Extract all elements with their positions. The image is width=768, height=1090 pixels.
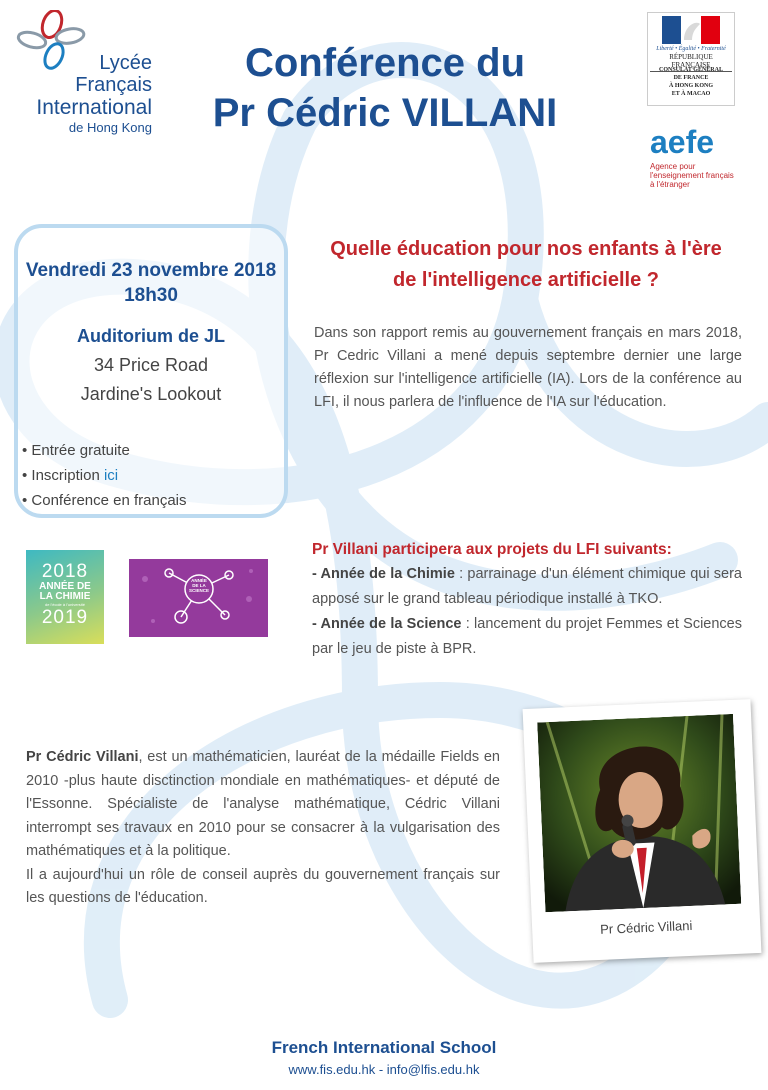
chimie-title: ANNÉE DE [39, 581, 91, 592]
chimie-title: LA CHIMIE [39, 591, 91, 602]
annee-chimie-badge [26, 550, 104, 644]
project-description: : lancement du projet Femmes et Sciences par le jeu de piste à BPR. [312, 616, 742, 657]
intro-paragraph: Dans son rapport remis au gouvernement français en mars 2018, Pr Cedric Villani a mené depuis septembre dernier une large réflexion sur l'intelligence artificielle (IA). Lors de la conférence au LFI, il nous parlera de l'influence de l'IA sur l'éducation. [314, 325, 742, 410]
logo-line: de Hong Kong [68, 120, 152, 135]
footer-contact: www.fis.edu.hk - info@lfis.edu.hk [288, 1062, 480, 1077]
aefe-sub-line: Agence pour [650, 162, 696, 171]
title-line: Pr Cédric VILLANI [212, 91, 558, 135]
event-time: 18h30 [124, 285, 178, 306]
marianne-consulat-logo [647, 12, 735, 106]
event-bullets [22, 438, 187, 513]
logo-line: Lycée [99, 52, 152, 74]
project-name: - Année de la Chimie [312, 566, 455, 582]
portrait-illustration [537, 714, 741, 912]
aefe-sub-line: à l'étranger [650, 180, 690, 189]
consulat-line: CONSULAT GÉNÉRAL [659, 67, 723, 73]
french-flag-icon [662, 16, 720, 44]
science-network-icon [129, 559, 268, 637]
question-line: de l'intelligence artificielle ? [393, 269, 659, 291]
project-description: : parrainage d'un élément chimique qui sera apposé sur le grand tableau périodique installé à TKO. [312, 566, 742, 607]
science-title-line: ANNÉE [191, 578, 207, 583]
speaker-portrait [537, 714, 741, 912]
bio-paragraph [26, 746, 500, 864]
event-date: Vendredi 23 novembre 2018 [25, 260, 277, 281]
consulat-label [650, 66, 732, 98]
bullet-registration [22, 463, 187, 488]
chimie-subtitle: de l'école à l'université [45, 602, 85, 607]
consulat-line: À HONG KONG [668, 83, 713, 89]
bullet-registration-label: • Inscription [22, 467, 104, 484]
logo-line: International [36, 96, 152, 119]
annee-science-badge [129, 559, 268, 637]
projects-list [312, 562, 742, 662]
event-venue [18, 322, 284, 409]
project-name: - Année de la Science [312, 616, 462, 632]
bullet-language: • Conférence en français [22, 492, 187, 509]
republique-label: RÉPUBLIQUE FRANÇAISE [650, 53, 732, 72]
event-datetime [18, 258, 284, 308]
venue-address-line: 34 Price Road [93, 355, 209, 375]
venue-address-line: Jardine's Lookout [80, 384, 222, 404]
science-title-line: SCIENCE [188, 588, 209, 593]
footer-school-name: French International School [271, 1038, 497, 1057]
conference-question [306, 234, 746, 296]
project-item-science [312, 612, 742, 662]
consulat-line: ET À MACAO [671, 91, 711, 97]
speaker-photo [523, 699, 762, 963]
science-title [184, 578, 214, 593]
bio-paragraph: Il a aujourd'hui un rôle de conseil auprès du gouvernement français sur les questions de l'éducation. [26, 866, 500, 906]
chimie-year: 2018 [41, 561, 89, 582]
question-line: Quelle éducation pour nos enfants à l'ère [330, 238, 722, 260]
bullet-free-entry: • Entrée gratuite [22, 442, 130, 459]
page-title [190, 38, 580, 138]
consulat-line: DE FRANCE [673, 75, 709, 81]
projects-heading: Pr Villani participera aux projets du LFI suivants: [312, 541, 672, 558]
project-item-chimie [312, 562, 742, 612]
aefe-logo [650, 126, 750, 189]
biography [26, 746, 500, 911]
venue-name: Auditorium de JL [77, 326, 225, 346]
science-title-line: DE LA [192, 583, 206, 588]
bio-text: , est un mathématicien, lauréat de la médaille Fields en 2010 -plus haute disctinction mondiale en mathématiques- et député de l'Essonne. Spécialiste de l'analyse mathématique, Cédric Villani interrompt ses travaux en 2010 pour se consacrer à la vulgarisation des mathématiques et à la politique. [26, 749, 500, 859]
chimie-year: 2019 [41, 607, 89, 628]
logo-line: Français [75, 74, 152, 96]
bio-name: Pr Cédric Villani [26, 749, 139, 765]
aefe-subtitle [650, 162, 750, 189]
event-info-box [14, 224, 288, 518]
registration-link[interactable]: ici [103, 467, 119, 484]
marianne-motto: Liberté • Égalité • Fraternité [656, 46, 726, 52]
lfi-logo [12, 10, 152, 145]
aefe-name: aefe [650, 124, 715, 160]
aefe-sub-line: l'enseignement français [650, 171, 734, 180]
title-line: Conférence du [244, 41, 526, 85]
photo-caption: Pr Cédric Villani [599, 917, 693, 937]
